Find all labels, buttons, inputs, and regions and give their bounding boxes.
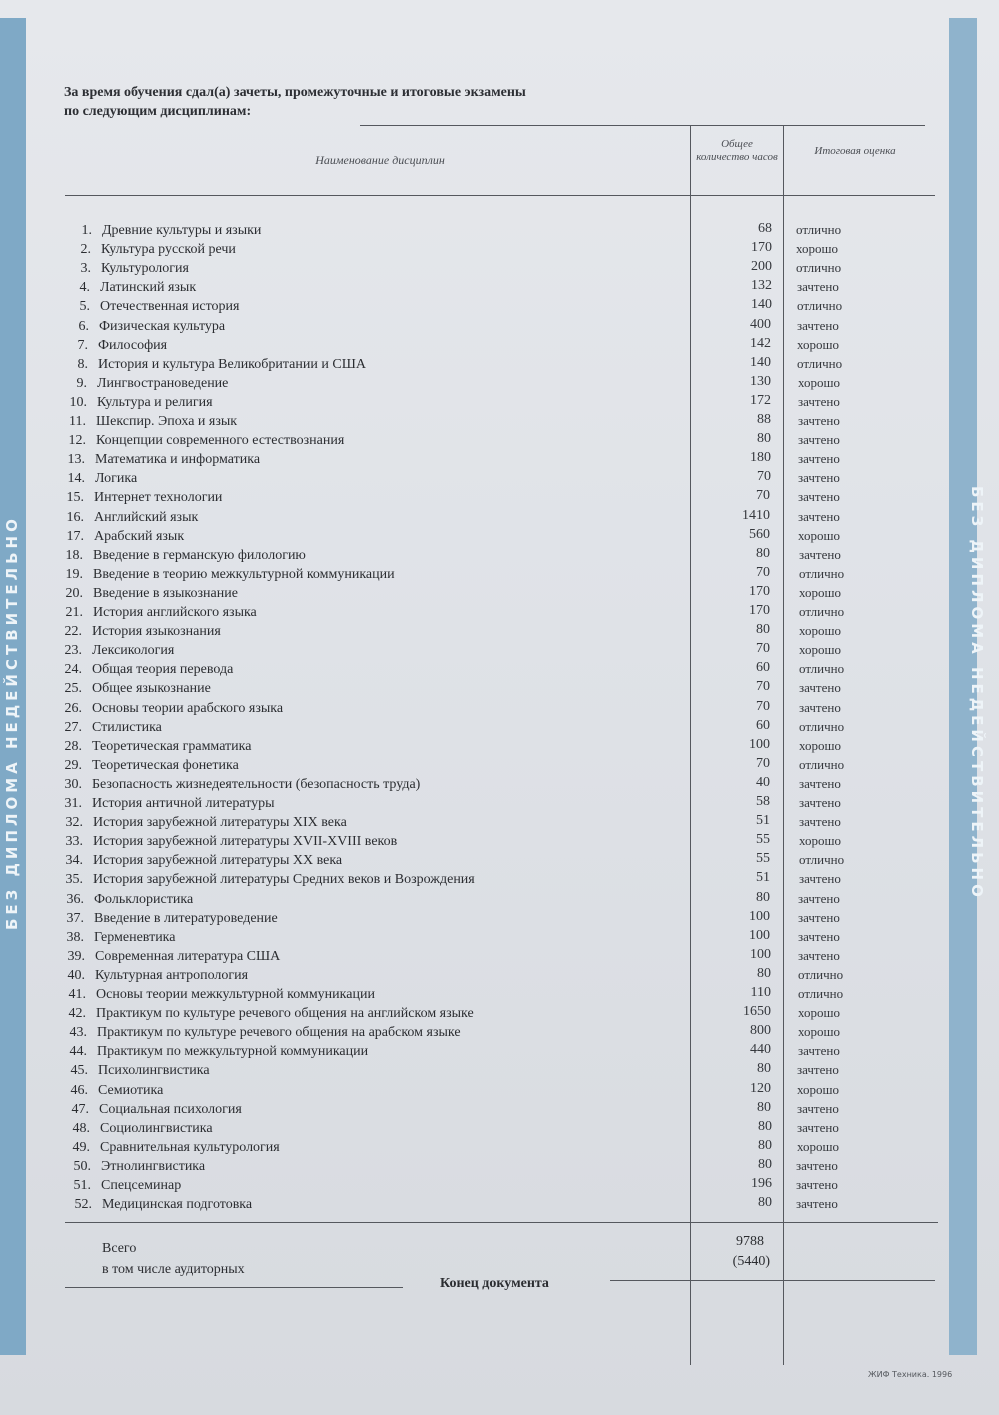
grade-cell: хорошо: [796, 241, 839, 257]
table-row: [81, 223, 696, 242]
hours-cell: 400: [750, 316, 771, 332]
hours-cell: 800: [750, 1023, 771, 1039]
grade-cell: отлично: [799, 756, 845, 772]
table-row: [79, 280, 694, 299]
grade-cell: зачтено: [797, 279, 839, 295]
hours-cell: 70: [756, 698, 770, 714]
discipline-name: Физическая культура: [99, 318, 226, 334]
grade-cell: зачтено: [797, 317, 839, 333]
discipline-name: Теоретическая фонетика: [92, 757, 239, 773]
grade-cell: зачтено: [797, 1119, 839, 1135]
hours-cell: 440: [750, 1042, 771, 1058]
table-row: [70, 1082, 692, 1102]
hours-cell: 180: [750, 450, 771, 466]
hours-cell: 80: [758, 1156, 772, 1172]
hours-cell: 100: [749, 736, 770, 752]
hours-cell: 140: [751, 297, 772, 313]
table-row: [69, 394, 691, 414]
discipline-name: Семиотика: [98, 1082, 164, 1098]
table-row: [65, 605, 687, 624]
table-row: [64, 624, 686, 643]
hours-cell: 200: [751, 259, 772, 275]
table-row: [66, 490, 688, 509]
grade-cell: хорошо: [799, 623, 842, 639]
table-row: [70, 1063, 692, 1082]
table-row: [65, 566, 687, 586]
discipline-name: Введение в языкознание: [93, 585, 238, 601]
hours-cell: 60: [756, 717, 770, 733]
hours-cell: 170: [751, 240, 772, 256]
grade-cell: зачтено: [799, 680, 841, 696]
row-number: 39.: [67, 948, 85, 964]
discipline-name: Безопасность жизнедеятельности (безопасность труда): [92, 776, 421, 792]
table-row: [66, 891, 688, 911]
grade-cell: зачтено: [797, 1062, 839, 1078]
discipline-name: История зарубежной литературы XX века: [93, 853, 343, 869]
header-top-rule: [360, 125, 925, 126]
row-number: 40.: [67, 967, 85, 983]
discipline-name: История и культура Великобритании и США: [98, 356, 366, 372]
grade-cell: хорошо: [798, 527, 841, 543]
discipline-name: Практикум по межкультурной коммуникации: [97, 1044, 369, 1060]
row-number: 25.: [64, 681, 82, 697]
row-number: 52.: [74, 1197, 92, 1213]
table-row: [66, 929, 688, 949]
discipline-name: Стилистика: [92, 719, 162, 735]
row-number: 9.: [76, 375, 87, 391]
row-number: 2.: [80, 242, 91, 258]
row-number: 36.: [66, 891, 84, 907]
row-number: 8.: [77, 356, 88, 372]
grade-cell: отлично: [799, 718, 845, 734]
grade-cell: зачтено: [799, 795, 841, 810]
discipline-name: Культура русской речи: [101, 242, 236, 258]
grade-cell: зачтено: [799, 546, 841, 562]
discipline-name: Логика: [95, 471, 138, 487]
discipline-name: Введение в литературоведение: [94, 910, 278, 926]
table-row: [65, 585, 687, 605]
table-row: [66, 509, 688, 529]
hours-cell: 172: [750, 392, 771, 408]
grade-cell: зачтено: [799, 871, 841, 887]
row-number: 17.: [66, 528, 84, 544]
discipline-name: Социолингвистика: [100, 1120, 213, 1136]
row-number: 33.: [65, 834, 83, 850]
hours-cell: 80: [757, 965, 771, 981]
hours-cell: 55: [756, 851, 770, 867]
right-band-text: БЕЗ ДИПЛОМА НЕДЕЙСТВИТЕЛЬНО: [968, 486, 986, 901]
totals-top-rule: [65, 1222, 938, 1223]
discipline-name: Философия: [98, 337, 168, 353]
row-number: 34.: [65, 853, 83, 869]
table-row: [64, 700, 686, 720]
discipline-name: Культурная антропология: [95, 967, 249, 983]
table-row: [69, 414, 690, 433]
grade-cell: зачтено: [799, 699, 841, 715]
row-number: 48.: [72, 1120, 90, 1136]
grade-cell: отлично: [796, 260, 842, 276]
discipline-name: Общая теория перевода: [92, 662, 234, 678]
row-number: 37.: [66, 910, 84, 926]
row-number: 14.: [67, 471, 85, 487]
table-row: [78, 318, 693, 338]
row-number: 13.: [67, 452, 85, 468]
row-number: 20.: [65, 585, 83, 601]
discipline-name: Герменевтика: [94, 929, 176, 945]
intro-text: [64, 83, 526, 121]
discipline-name: История языкознания: [92, 624, 221, 640]
table-row: [67, 471, 689, 490]
header-bottom-rule: [65, 195, 935, 196]
hours-cell: 70: [757, 469, 771, 485]
discipline-name: Основы теории арабского языка: [92, 700, 284, 716]
hours-cell: 80: [758, 1137, 772, 1153]
discipline-name: История английского языка: [93, 605, 257, 620]
row-number: 21.: [65, 605, 83, 620]
discipline-name: Этнолингвистика: [101, 1158, 206, 1174]
end-of-document: Конец документа: [440, 1276, 549, 1291]
table-row: [73, 1158, 695, 1178]
table-row: [77, 337, 692, 357]
grade-cell: зачтено: [799, 775, 841, 791]
row-number: 35.: [65, 872, 83, 888]
hours-cell: 80: [756, 889, 770, 905]
row-number: 3.: [80, 261, 91, 277]
auditorium-label: в том числе аудиторных: [102, 1262, 245, 1277]
grade-cell: отлично: [799, 565, 845, 581]
grade-cell: зачтено: [798, 1043, 840, 1059]
discipline-name: Лингвострановедение: [97, 375, 229, 391]
discipline-name: Английский язык: [94, 509, 199, 525]
discipline-name: Теоретическая грамматика: [92, 738, 252, 754]
grade-cell: зачтено: [798, 413, 840, 428]
hours-cell: 170: [749, 603, 770, 618]
hours-cell: 80: [756, 545, 770, 561]
table-row: [65, 872, 687, 891]
grade-cell: отлично: [799, 852, 845, 868]
row-number: 5.: [79, 299, 90, 315]
row-number: 43.: [69, 1025, 87, 1041]
row-number: 46.: [70, 1082, 88, 1098]
hours-cell: 100: [749, 927, 770, 943]
row-number: 29.: [64, 757, 82, 773]
discipline-name: Латинский язык: [100, 280, 197, 296]
discipline-name: Культура и религия: [97, 394, 213, 410]
grade-cell: отлично: [797, 355, 843, 371]
hours-cell: 1410: [742, 507, 770, 523]
hours-cell: 80: [758, 1195, 772, 1211]
intro-line-2: по следующим дисциплинам:: [64, 104, 252, 119]
discipline-name: История зарубежной литературы XVII-XVIII веков: [93, 834, 398, 850]
discipline-name: Шекспир. Эпоха и язык: [96, 414, 238, 429]
discipline-name: Концепции современного естествознания: [96, 433, 345, 449]
row-number: 16.: [66, 509, 84, 525]
table-row: [80, 242, 695, 261]
table-row: [64, 681, 686, 700]
discipline-name: Психолингвистика: [98, 1063, 210, 1079]
hours-cell: 51: [756, 870, 770, 886]
row-number: 41.: [68, 987, 86, 1002]
discipline-name: История античной литературы: [92, 796, 275, 811]
table-row: [65, 815, 687, 834]
discipline-name: Лексикология: [92, 643, 175, 659]
table-row: [67, 452, 689, 471]
table-row: [68, 433, 690, 452]
hours-cell: 560: [749, 526, 770, 542]
row-number: 44.: [69, 1044, 87, 1060]
hours-cell: 70: [756, 679, 770, 695]
row-number: 10.: [69, 394, 87, 410]
row-number: 11.: [69, 414, 86, 429]
table-row: [64, 643, 686, 662]
discipline-name: Древние культуры и языки: [102, 223, 262, 238]
row-number: 42.: [68, 1006, 86, 1022]
hours-cell: 70: [756, 488, 770, 504]
hours-cell: 132: [751, 278, 772, 294]
column-header-hours: Общее количество часов: [696, 138, 778, 163]
grade-cell: зачтено: [798, 451, 840, 467]
grade-cell: зачтено: [798, 432, 840, 448]
grade-cell: отлично: [796, 222, 842, 237]
totals-bottom-rule-right: [610, 1280, 935, 1281]
row-number: 50.: [73, 1158, 91, 1174]
discipline-name: Арабский язык: [94, 528, 185, 544]
table-row: [65, 853, 687, 872]
hours-cell: 40: [756, 774, 770, 790]
discipline-name: История зарубежной литературы Средних веков и Возрождения: [93, 872, 475, 888]
table-row: [69, 1044, 691, 1063]
hours-cell: 170: [749, 583, 770, 599]
row-number: 4.: [79, 280, 90, 296]
hours-cell: 142: [750, 335, 771, 351]
grade-cell: хорошо: [797, 1081, 840, 1097]
column-header-name: Наименование дисциплин: [315, 153, 445, 167]
grade-cell: зачтено: [798, 470, 840, 486]
row-number: 22.: [64, 624, 82, 640]
table-row: [65, 834, 687, 853]
discipline-name: Практикум по культуре речевого общения на арабском языке: [97, 1025, 461, 1041]
printer-imprint: ЖИФ Техника. 1996: [868, 1370, 953, 1379]
discipline-name: Общее языкознание: [92, 681, 211, 697]
table-row: [66, 910, 688, 930]
grade-cell: зачтено: [796, 1177, 838, 1192]
discipline-name: Культурология: [101, 261, 189, 277]
grade-cell: отлично: [798, 966, 844, 982]
table-row: [68, 1006, 690, 1025]
table-row: [68, 987, 690, 1006]
table-row: [64, 796, 686, 815]
hours-cell: 58: [756, 794, 770, 809]
hours-cell: 55: [756, 832, 770, 848]
column-header-grade: Итоговая оценка: [814, 145, 896, 157]
hours-cell: 140: [750, 354, 771, 370]
total-hours: 9788: [736, 1234, 764, 1249]
row-number: 47.: [71, 1101, 89, 1117]
row-number: 7.: [77, 337, 88, 353]
hours-cell: 130: [750, 373, 771, 389]
intro-line-1: За время обучения сдал(а) зачеты, промежуточные и итоговые экзамены: [64, 85, 526, 100]
row-number: 15.: [66, 490, 84, 506]
row-number: 38.: [66, 929, 84, 945]
hours-cell: 110: [750, 985, 771, 1000]
grade-cell: зачтено: [798, 947, 840, 963]
hours-cell: 100: [750, 946, 771, 962]
row-number: 28.: [64, 738, 82, 754]
row-number: 27.: [64, 719, 82, 735]
grade-cell: зачтено: [798, 890, 840, 906]
discipline-name: Фольклористика: [94, 891, 194, 907]
grade-cell: хорошо: [799, 584, 842, 600]
discipline-name: Социальная психология: [99, 1101, 242, 1117]
discipline-name: Введение в теорию межкультурной коммуникации: [93, 566, 395, 582]
grade-cell: отлично: [799, 661, 845, 677]
grade-cell: зачтено: [798, 489, 840, 505]
hours-cell: 51: [756, 813, 770, 829]
row-number: 1.: [81, 223, 92, 238]
table-row: [66, 528, 688, 548]
discipline-name: Интернет технологии: [94, 490, 223, 506]
hours-cell: 80: [757, 1099, 771, 1115]
row-number: 23.: [64, 643, 82, 659]
row-number: 26.: [64, 700, 82, 716]
row-number: 45.: [70, 1063, 88, 1079]
hours-cell: 70: [756, 641, 770, 657]
hours-cell: 80: [757, 431, 771, 447]
grade-cell: хорошо: [797, 1138, 840, 1154]
grade-cell: зачтено: [799, 814, 841, 830]
row-number: 24.: [64, 662, 82, 678]
table-row: [64, 776, 686, 796]
discipline-name: Практикум по культуре речевого общения на английском языке: [96, 1006, 474, 1022]
hours-cell: 68: [758, 221, 772, 236]
grade-column-rule: [783, 125, 784, 1365]
hours-cell: 1650: [743, 1004, 771, 1020]
table-row: [80, 261, 695, 280]
grade-cell: зачтено: [797, 1100, 839, 1116]
table-row: [72, 1120, 694, 1140]
row-number: 19.: [65, 566, 83, 582]
grade-cell: зачтено: [798, 928, 840, 944]
grade-cell: хорошо: [799, 642, 842, 658]
table-row: [64, 719, 686, 739]
hours-cell: 120: [750, 1080, 771, 1096]
hours-cell: 60: [756, 660, 770, 676]
grade-cell: хорошо: [798, 1024, 841, 1040]
hours-cell: 80: [757, 1061, 771, 1077]
discipline-name: Современная литература США: [95, 948, 281, 964]
hours-cell: 88: [757, 412, 771, 427]
discipline-name: Спецсеминар: [101, 1178, 182, 1193]
discipline-name: Медицинская подготовка: [102, 1197, 253, 1213]
table-row: [72, 1139, 694, 1159]
discipline-name: Сравнительная культурология: [100, 1139, 280, 1155]
grade-cell: отлично: [798, 986, 844, 1001]
auditorium-hours: (5440): [732, 1254, 770, 1269]
grade-cell: зачтено: [798, 393, 840, 409]
table-row: [79, 299, 694, 318]
total-label: Всего: [102, 1241, 137, 1256]
grade-cell: зачтено: [798, 508, 840, 524]
discipline-name: Основы теории межкультурной коммуникации: [96, 987, 375, 1002]
totals-bottom-rule-left: [65, 1287, 403, 1288]
table-row: [64, 738, 686, 758]
hours-cell: 80: [756, 622, 770, 638]
table-row: [65, 547, 687, 567]
row-number: 6.: [78, 318, 89, 334]
grade-cell: хорошо: [797, 336, 840, 352]
grade-cell: зачтено: [796, 1196, 838, 1212]
row-number: 49.: [72, 1139, 90, 1155]
table-row: [69, 1025, 691, 1044]
hours-cell: 70: [756, 564, 770, 580]
table-row: [74, 1197, 696, 1216]
table-row: [73, 1178, 695, 1197]
discipline-name: Математика и информатика: [95, 452, 261, 468]
discipline-name: Введение в германскую филологию: [93, 547, 306, 563]
hours-cell: 196: [751, 1176, 772, 1191]
table-row: [71, 1101, 693, 1121]
grade-cell: хорошо: [798, 374, 841, 390]
row-number: 31.: [64, 796, 82, 811]
table-row: [64, 662, 686, 681]
grade-cell: хорошо: [799, 833, 842, 849]
hours-cell: 100: [749, 908, 770, 924]
row-number: 18.: [65, 547, 83, 563]
table-row: [77, 356, 692, 376]
row-number: 12.: [68, 433, 86, 449]
table-row: [67, 967, 689, 987]
table-row: [76, 375, 691, 395]
grade-cell: зачтено: [798, 909, 840, 925]
row-number: 51.: [73, 1178, 91, 1193]
row-number: 32.: [65, 815, 83, 831]
grade-cell: хорошо: [799, 737, 842, 753]
hours-cell: 80: [758, 1118, 772, 1134]
grade-cell: зачтено: [796, 1157, 838, 1173]
grade-cell: отлично: [799, 604, 845, 619]
table-row: [67, 948, 689, 968]
discipline-name: История зарубежной литературы XIX века: [93, 815, 347, 831]
row-number: 30.: [64, 776, 82, 792]
hours-cell: 70: [756, 755, 770, 771]
grade-cell: хорошо: [798, 1005, 841, 1021]
left-band-text: БЕЗ ДИПЛОМА НЕДЕЙСТВИТЕЛЬНО: [3, 515, 21, 930]
discipline-name: Отечественная история: [100, 299, 240, 315]
table-row: [64, 757, 686, 777]
grade-cell: отлично: [797, 298, 843, 314]
